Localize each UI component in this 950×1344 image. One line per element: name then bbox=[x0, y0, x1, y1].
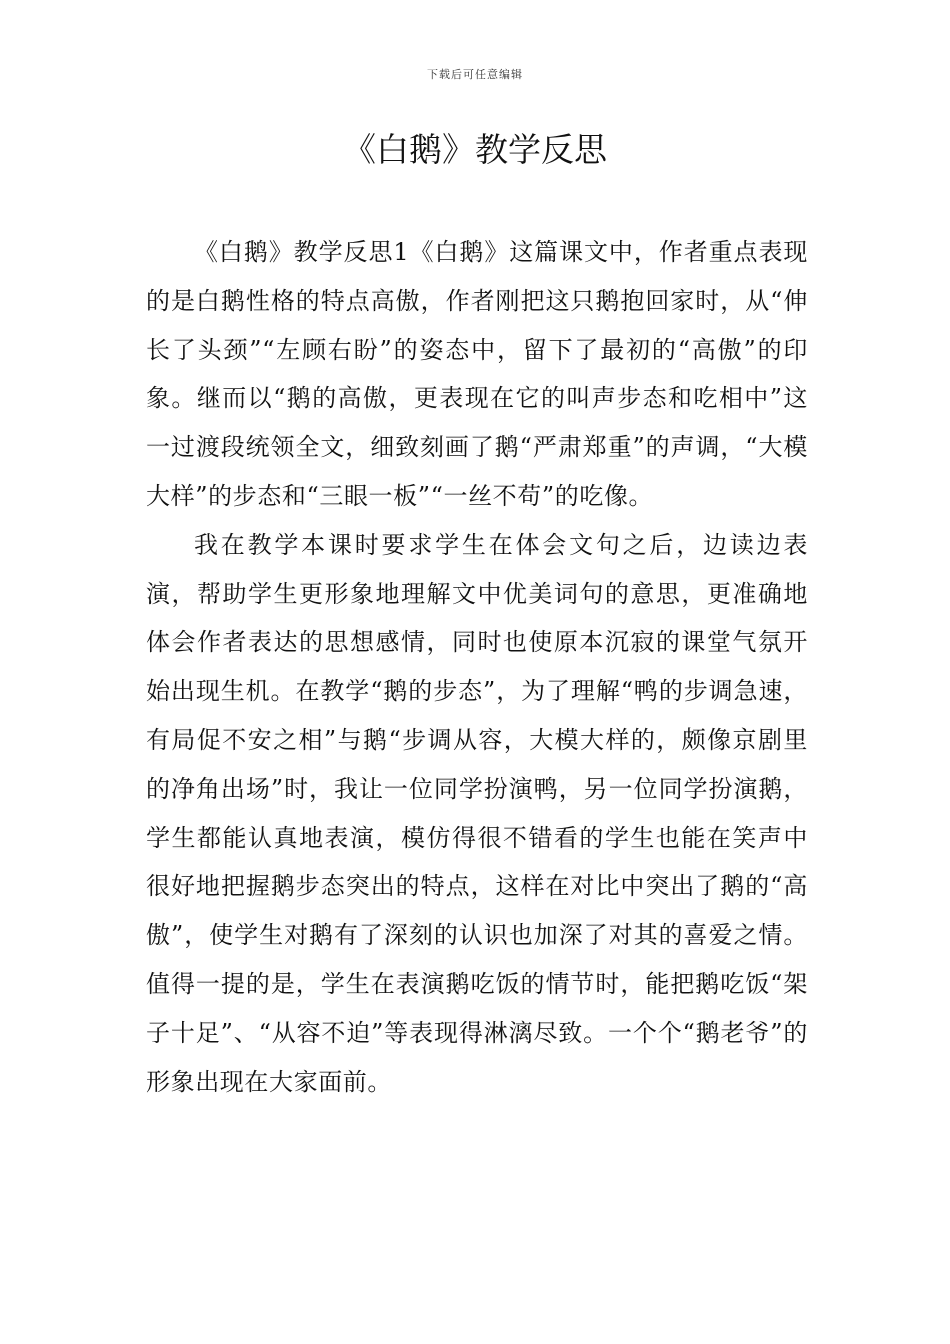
paragraph-1: 《白鹅》教学反思1《白鹅》这篇课文中，作者重点表现的是白鹅性格的特点高傲，作者刚把这只鹅抱回家时，从“伸长了头颈”“左顾右盼”的姿态中，留下了最初的“高傲”的印象。继而以“鹅的高傲，更表现在它的叫声步态和吃相中”这一过渡段统领全文，细致刻画了鹅“严肃郑重”的声调，“大模大样”的步态和“三眼一板”“一丝不苟”的吃像。 bbox=[146, 238, 808, 510]
document-body bbox=[146, 228, 808, 1106]
paragraph-2: 我在教学本课时要求学生在体会文句之后，边读边表演，帮助学生更形象地理解文中优美词句的意思，更准确地体会作者表达的思想感情，同时也使原本沉寂的课堂气氛开始出现生机。在教学“鹅的步态”，为了理解“鸭的步调急速，有局促不安之相”与鹅“步调从容，大模大样的，颇像京剧里的净角出场”时，我让一位同学扮演鸭，另一位同学扮演鹅，学生都能认真地表演，模仿得很不错看的学生也能在笑声中很好地把握鹅步态突出的特点，这样在对比中突出了鹅的“高傲”，使学生对鹅有了深刻的认识也加深了对其的喜爱之情。值得一提的是，学生在表演鹅吃饭的情节时，能把鹅吃饭“架子十足”、“从容不迫”等表现得淋漓尽致。一个个“鹅老爷”的形象出现在大家面前。 bbox=[146, 530, 808, 1096]
document-title: 《白鹅》教学反思 bbox=[343, 130, 607, 169]
header-note: 下载后可任意编辑 bbox=[427, 68, 523, 81]
